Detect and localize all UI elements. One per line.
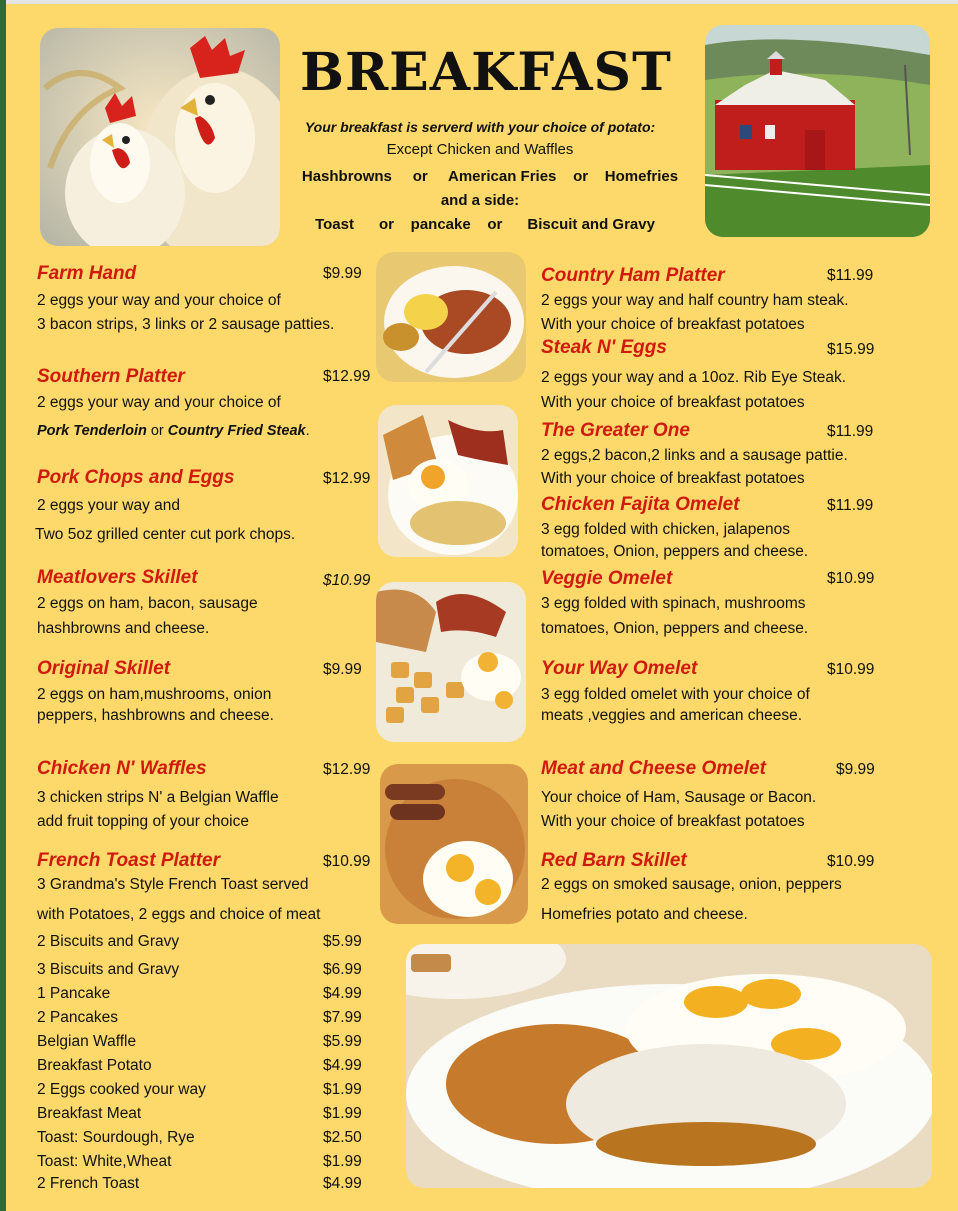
side-item-price: $4.99 — [323, 1175, 362, 1192]
side-item-price: $4.99 — [323, 1057, 362, 1074]
item-name: Pork Chops and Eggs — [37, 467, 235, 488]
side-item-name: 2 Eggs cooked your way — [37, 1081, 206, 1098]
item-name: Chicken Fajita Omelet — [541, 494, 740, 515]
side-item-name: 2 Pancakes — [37, 1009, 118, 1026]
item-price: $10.99 — [323, 572, 371, 589]
side-label: and a side: — [440, 192, 520, 209]
barn-image — [705, 25, 930, 237]
item-desc: 2 eggs on ham,mushrooms, onion — [37, 686, 272, 703]
side-options: Toast or pancake or Biscuit and Gravy — [315, 216, 655, 233]
side-item-name: Belgian Waffle — [37, 1033, 137, 1050]
side-item-name: Toast: Sourdough, Rye — [37, 1129, 195, 1146]
side-item-price: $1.99 — [323, 1081, 362, 1098]
item-desc: 2 eggs your way and a 10oz. Rib Eye Steak. — [541, 369, 847, 386]
item-price: $9.99 — [836, 761, 875, 778]
item-price: $9.99 — [323, 265, 362, 282]
item-desc: 3 egg folded with chicken, jalapenos — [541, 521, 791, 538]
item-price: $11.99 — [827, 267, 874, 284]
potato-options: Hashbrowns or American Fries or Homefries — [301, 168, 679, 185]
exception-note: Except Chicken and Waffles — [386, 141, 574, 158]
side-item-price: $7.99 — [323, 1009, 362, 1026]
item-desc: 3 egg folded omelet with your choice of — [541, 686, 810, 703]
top-border — [0, 0, 958, 4]
item-desc: add fruit topping of your choice — [37, 813, 249, 830]
item-desc: 3 chicken strips N' a Belgian Waffle — [37, 789, 279, 806]
item-desc: 2 eggs your way and your choice of — [37, 394, 281, 411]
item-desc: 3 egg folded with spinach, mushrooms — [541, 595, 806, 612]
side-item-price: $4.99 — [323, 985, 362, 1002]
ham-platter-image — [376, 252, 526, 382]
side-item-name: Toast: White,Wheat — [37, 1153, 172, 1170]
left-accent-bar — [0, 0, 6, 1211]
item-desc: With your choice of breakfast potatoes — [541, 470, 805, 487]
side-item-name: 1 Pancake — [37, 985, 111, 1002]
side-item-name: 2 French Toast — [37, 1175, 140, 1192]
item-price: $15.99 — [827, 341, 875, 358]
item-price: $10.99 — [323, 853, 371, 870]
item-name: Steak N' Eggs — [541, 337, 667, 358]
potatoes-eggs-image — [376, 582, 526, 742]
side-item-name: 3 Biscuits and Gravy — [37, 961, 180, 978]
item-price: $11.99 — [827, 423, 874, 440]
item-desc: With your choice of breakfast potatoes — [541, 316, 805, 333]
item-price: $10.99 — [827, 853, 875, 870]
item-desc: 2 eggs on smoked sausage, onion, peppers — [541, 876, 842, 893]
item-price: $12.99 — [323, 368, 371, 385]
side-item-price: $2.50 — [323, 1129, 362, 1146]
item-desc-rich: Pork Tenderloin or Country Fried Steak. — [37, 423, 310, 439]
side-item-name: Breakfast Meat — [37, 1105, 142, 1122]
item-name: Original Skillet — [37, 658, 171, 679]
item-name: Country Ham Platter — [541, 265, 725, 286]
item-desc: tomatoes, Onion, peppers and cheese. — [541, 543, 809, 560]
item-name: The Greater One — [541, 420, 690, 441]
item-name: Southern Platter — [37, 366, 185, 387]
item-name: Red Barn Skillet — [541, 850, 687, 871]
item-name: Meat and Cheese Omelet — [541, 758, 766, 779]
item-name: Your Way Omelet — [541, 658, 698, 679]
potato-note: Your breakfast is serverd with your choice of potato: — [304, 119, 656, 135]
side-item-price: $5.99 — [323, 1033, 362, 1050]
item-desc: 3 Grandma's Style French Toast served — [37, 876, 309, 893]
item-desc: peppers, hashbrowns and cheese. — [37, 707, 274, 724]
side-item-price: $6.99 — [323, 961, 362, 978]
item-desc: Your choice of Ham, Sausage or Bacon. — [541, 789, 817, 806]
item-desc: With your choice of breakfast potatoes — [541, 394, 805, 411]
item-desc: 2 eggs your way and your choice of — [37, 292, 281, 309]
item-desc: 2 eggs on ham, bacon, sausage — [37, 595, 258, 612]
item-desc: Two 5oz grilled center cut pork chops. — [35, 526, 296, 543]
item-name: Meatlovers Skillet — [37, 567, 198, 588]
item-price: $12.99 — [323, 470, 371, 487]
item-name: French Toast Platter — [37, 850, 221, 871]
item-price: $12.99 — [323, 761, 371, 778]
item-desc: 2 eggs your way and half country ham steak. — [541, 292, 849, 309]
item-desc: Homefries potato and cheese. — [541, 906, 748, 923]
item-desc: with Potatoes, 2 eggs and choice of meat — [37, 906, 321, 923]
side-item-price: $1.99 — [323, 1105, 362, 1122]
item-name: Farm Hand — [37, 263, 137, 284]
item-desc: hashbrowns and cheese. — [37, 620, 210, 637]
sausage-eggs-image — [380, 764, 528, 924]
rooster-image — [40, 28, 280, 246]
item-name: Veggie Omelet — [541, 568, 673, 589]
country-fried-steak-image — [406, 944, 932, 1188]
item-desc: meats ,veggies and american cheese. — [541, 707, 803, 724]
item-desc: 2 eggs,2 bacon,2 links and a sausage pattie. — [541, 447, 848, 464]
item-price: $9.99 — [323, 661, 362, 678]
item-desc: With your choice of breakfast potatoes — [541, 813, 805, 830]
menu-title: BREAKFAST — [300, 42, 672, 103]
side-item-name: 2 Biscuits and Gravy — [37, 933, 180, 950]
item-price: $10.99 — [827, 570, 875, 587]
item-desc: tomatoes, Onion, peppers and cheese. — [541, 620, 809, 637]
item-desc: 3 bacon strips, 3 links or 2 sausage patties. — [37, 316, 335, 333]
side-item-price: $5.99 — [323, 933, 362, 950]
bacon-eggs-image — [378, 405, 518, 557]
side-item-price: $1.99 — [323, 1153, 362, 1170]
item-price: $10.99 — [827, 661, 875, 678]
item-price: $11.99 — [827, 497, 874, 514]
side-item-name: Breakfast Potato — [37, 1057, 152, 1074]
item-name: Chicken N' Waffles — [37, 758, 207, 779]
item-desc: 2 eggs your way and — [37, 497, 181, 514]
